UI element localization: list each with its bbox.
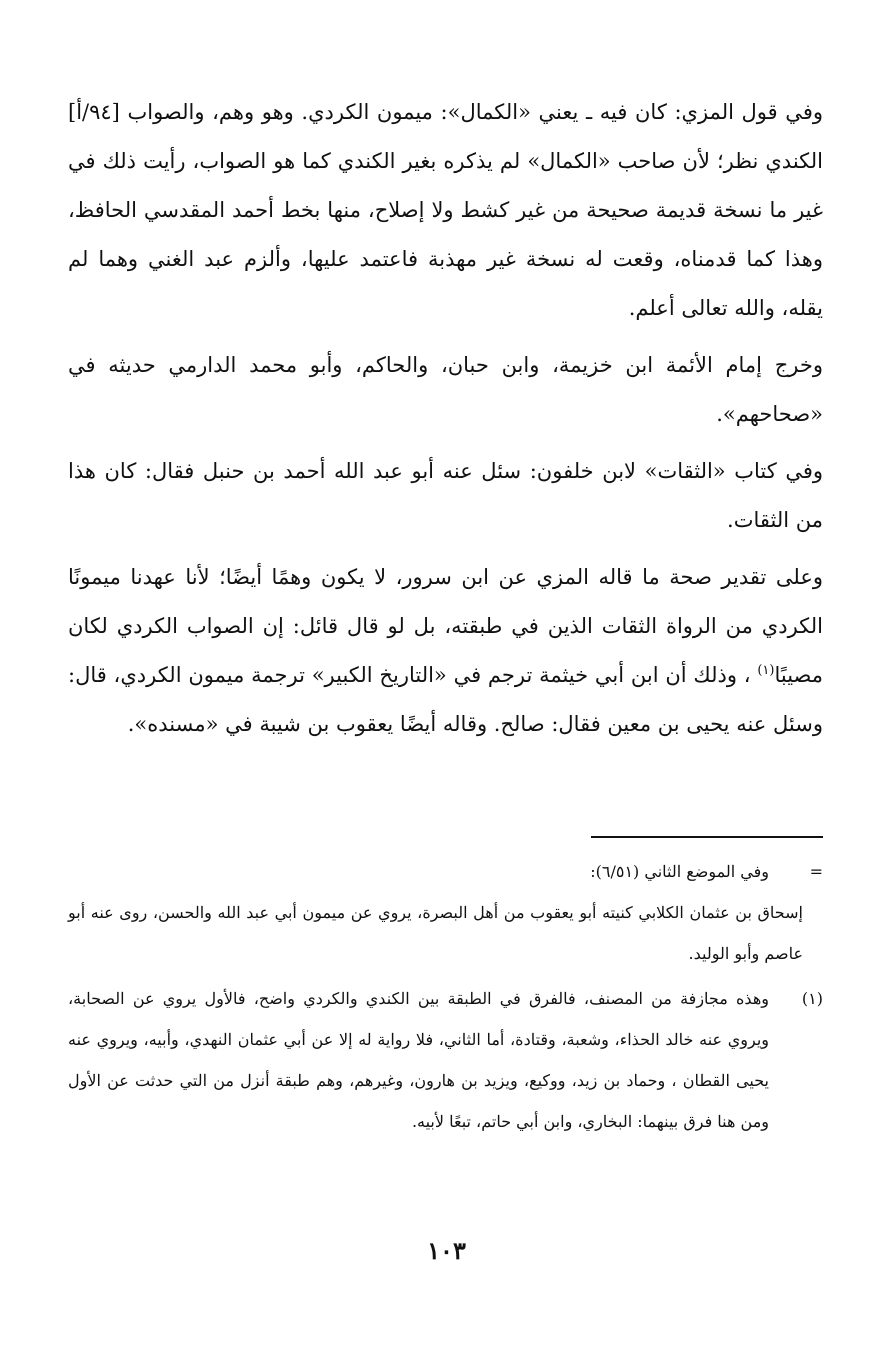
paragraph-2: وخرج إمام الأئمة ابن خزيمة، وابن حبان، والحاكم، وأبو محمد الدارمي حديثه في «صحاحهم». <box>68 353 823 426</box>
footnote-ref-1: (١) <box>757 663 775 678</box>
footnote-continued-body <box>68 851 803 974</box>
main-text <box>68 88 823 757</box>
paragraph-4-text-before-ref: وعلى تقدير صحة ما قاله المزي عن ابن سرور، لا يكون وهمًا أيضًا؛ لأنا عهدنا ميمونًا الكردي من الرواة الثقات الذين في طبقته، بل لو قال قائل: إن الصواب الكردي لكان مصيبًا <box>68 565 823 687</box>
footnote-1 <box>68 978 823 1142</box>
paragraph-4 <box>68 553 823 749</box>
footnote-continued-lead: وفي الموضع الثاني (٦/٥١): <box>590 862 769 881</box>
paragraph-1: وفي قول المزي: كان فيه ـ يعني «الكمال»: ميمون الكردي. وهو وهم، والصواب [٩٤/أ] الكندي نظر؛ لأن صاحب «الكمال» لم يذكره بغير الكندي كما هو الصواب، رأيت ذلك في غير ما نسخة قديمة صحيحة من غير كشط ولا إصلاح، منها بخط أحمد المقدسي الحافظ، وهذا كما قدمناه، وقعت له نسخة غير مهذبة فاعتمد عليها، وألزم عبد الغني وهما لم يقله، والله تعالى أعلم. <box>68 100 823 320</box>
footnote-separator <box>591 836 823 838</box>
footnote-continuation-marker: = <box>809 862 823 881</box>
footnotes <box>68 851 823 1146</box>
paragraph-3: وفي كتاب «الثقات» لابن خلفون: سئل عنه أبو عبد الله أحمد بن حنبل فقال: كان هذا من الثقات. <box>68 459 823 532</box>
page-number: ١٠٣ <box>427 1236 466 1265</box>
footnote-continued-text: إسحاق بن عثمان الكلابي كنيته أبو يعقوب من أهل البصرة، يروي عن ميمون أبي عبد الله والحسن، روى عنه أبو عاصم وأبو الوليد. <box>68 903 803 963</box>
paragraph-4-text-after-ref: ، وذلك أن ابن أبي خيثمة ترجم في «التاريخ الكبير» ترجمة ميمون الكردي، قال: وسئل عنه يحيى بن معين فقال: صالح. وقاله أيضًا يعقوب بن شيبة في «مسنده». <box>68 663 823 736</box>
footnote-1-marker: (١) <box>801 989 823 1008</box>
footnote-continued <box>68 851 823 974</box>
footnote-1-text: وهذه مجازفة من المصنف، فالفرق في الطبقة بين الكندي والكردي واضح، فالأول يروي عن الصحابة، ويروي عنه خالد الحذاء، وشعبة، وقتادة، أما الثاني، فلا رواية له إلا عن أبي عثمان النهدي، وأبيه، ويروي عنه يحيى القطان ، وحماد بن زيد، ووكيع، ويزيد بن هارون، وغيرهم، وهم طبقة أنزل من التي حدثت عن الأول ومن هنا فرق بينهما: البخاري، وابن أبي حاتم، تبعًا لأبيه. <box>68 989 770 1131</box>
